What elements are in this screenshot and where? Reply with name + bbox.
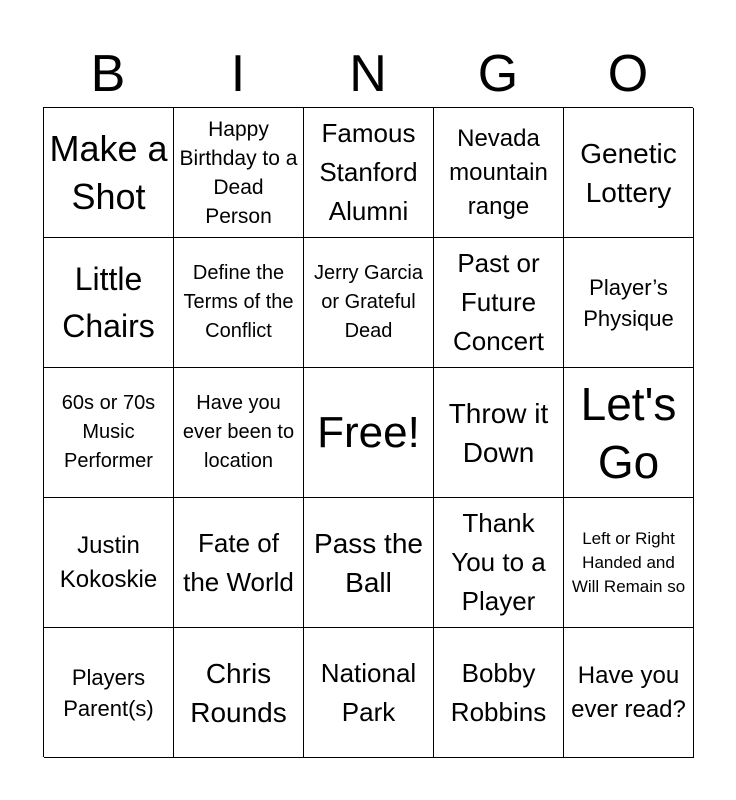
bingo-cell[interactable] xyxy=(44,498,174,628)
bingo-cell[interactable] xyxy=(564,238,694,368)
bingo-cell[interactable] xyxy=(304,108,434,238)
cell-text: National Park xyxy=(320,657,417,727)
bingo-cell[interactable] xyxy=(174,498,304,628)
bingo-header xyxy=(43,40,693,108)
cell-text: 60s or 70s Music Performer xyxy=(61,392,156,472)
cell-text: Bobby Robbins xyxy=(450,657,547,727)
bingo-board xyxy=(43,107,693,757)
bingo-cell[interactable] xyxy=(564,368,694,498)
cell-text: Famous Stanford Alumni xyxy=(319,118,418,226)
cell-text: Pass the Ball xyxy=(314,527,423,598)
cell-text: Happy Birthday to a Dead Person xyxy=(179,117,298,228)
cell-text: Past or Future Concert xyxy=(452,248,545,356)
cell-text: Left or Right Handed and Will Remain so xyxy=(571,528,686,596)
bingo-cell[interactable] xyxy=(304,628,434,758)
cell-text: Players Parent(s) xyxy=(63,664,154,721)
cell-text: Jerry Garcia or Grateful Dead xyxy=(314,262,423,342)
cell-text: Throw it Down xyxy=(448,397,549,468)
bingo-cell[interactable] xyxy=(434,108,564,238)
cell-text: Little Chairs xyxy=(62,260,155,344)
cell-text: Justin Kokoskie xyxy=(59,531,158,593)
header-letter-i: I xyxy=(230,45,246,103)
bingo-cell[interactable] xyxy=(434,628,564,758)
bingo-cell[interactable] xyxy=(434,498,564,628)
cell-text: Have you ever read? xyxy=(571,661,686,723)
cell-text: Have you ever been to location xyxy=(182,392,295,472)
bingo-cell[interactable] xyxy=(174,108,304,238)
cell-text: Nevada mountain range xyxy=(449,124,548,220)
header-letter-g: G xyxy=(477,45,519,103)
bingo-cell[interactable] xyxy=(564,498,694,628)
cell-text: Thank You to a Player xyxy=(451,508,546,616)
bingo-cell[interactable] xyxy=(174,368,304,498)
cell-text: Let's Go xyxy=(580,377,677,488)
header-letter-n: N xyxy=(349,45,387,103)
bingo-cell[interactable] xyxy=(44,368,174,498)
bingo-cell[interactable] xyxy=(564,108,694,238)
bingo-cell[interactable] xyxy=(434,238,564,368)
bingo-cell[interactable] xyxy=(174,628,304,758)
cell-text: Free! xyxy=(317,407,420,457)
cell-text: Fate of the World xyxy=(183,527,294,597)
bingo-cell[interactable] xyxy=(564,628,694,758)
cell-text: Player’s Physique xyxy=(583,274,674,331)
header-letter-b: B xyxy=(90,45,126,103)
bingo-cell[interactable] xyxy=(174,238,304,368)
bingo-cell[interactable] xyxy=(434,368,564,498)
bingo-cell[interactable] xyxy=(304,498,434,628)
cell-text: Define the Terms of the Conflict xyxy=(183,262,294,342)
bingo-cell[interactable] xyxy=(44,108,174,238)
cell-text: Make a Shot xyxy=(49,127,168,217)
bingo-cell[interactable] xyxy=(44,628,174,758)
cell-text: Chris Rounds xyxy=(190,657,287,728)
bingo-cell[interactable] xyxy=(304,238,434,368)
cell-text: Genetic Lottery xyxy=(580,137,677,208)
header-letter-o: O xyxy=(607,45,649,103)
bingo-cell[interactable] xyxy=(44,238,174,368)
free-space[interactable] xyxy=(304,368,434,498)
